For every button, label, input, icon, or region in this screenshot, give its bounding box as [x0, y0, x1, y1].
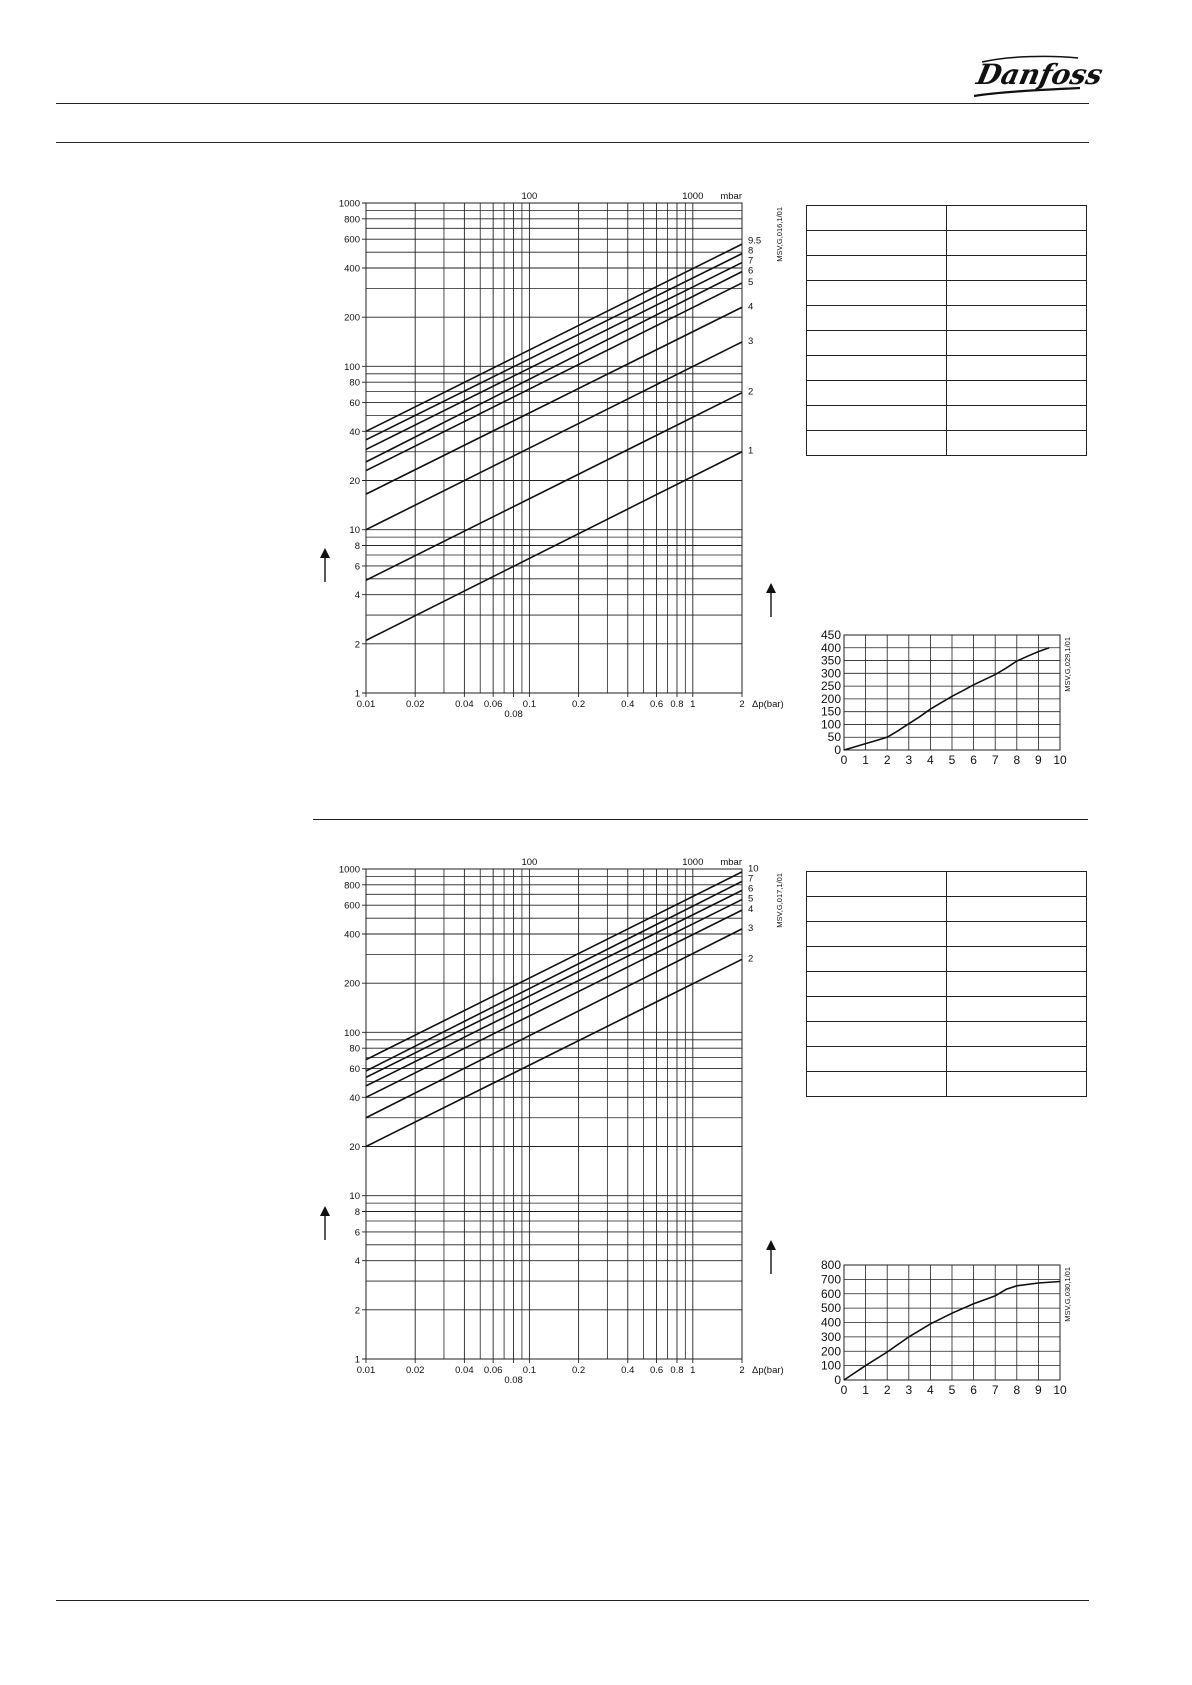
x-tick-label: 0.01 [356, 699, 376, 710]
y-tick-label: 800 [344, 880, 360, 892]
table-row [807, 972, 1087, 997]
y-tick-label: 4 [354, 590, 360, 602]
table-row [807, 947, 1087, 972]
x-tick-label: 0.04 [455, 699, 474, 710]
y-tick-label: 1000 [338, 864, 360, 876]
x-tick-label: 7 [991, 753, 999, 767]
x-tick-label: 9 [1035, 1383, 1042, 1397]
x-tick-label: 0.6 [649, 1365, 664, 1376]
header-rule-top [56, 103, 1089, 104]
y-tick-label: 6 [354, 561, 360, 573]
y-tick-label: 4 [354, 1256, 360, 1268]
x-tick-label: 0.8 [670, 1365, 684, 1376]
bottom-kv-chart [800, 1255, 1100, 1415]
x-tick-label: 1 [862, 753, 869, 767]
y-tick-label: 0 [834, 743, 841, 757]
y-tick-label: 450 [820, 628, 841, 642]
table-row [807, 1072, 1087, 1097]
series-label: 3 [748, 335, 754, 347]
kv-axis-up-arrow-icon [764, 583, 778, 617]
x-tick-label: 0.02 [405, 1365, 425, 1376]
y-tick-label: 40 [349, 426, 360, 438]
top-axis-label: 100 [521, 191, 538, 202]
x-tick-label: 0.04 [455, 1365, 474, 1376]
x-tick-label: 10 [1053, 1383, 1067, 1397]
x-tick-label: 3 [905, 1383, 913, 1397]
series-label: 9.5 [748, 235, 762, 247]
bottom-data-table [806, 871, 1087, 1097]
x-tick-label: 1 [862, 1383, 869, 1397]
series-label: 5 [748, 893, 754, 905]
header-rule-bottom [56, 142, 1089, 143]
x-axis-label: Δp(bar) [752, 1365, 784, 1376]
y-tick-label: 10 [349, 525, 360, 537]
x-tick-label: 8 [1013, 1383, 1021, 1397]
x-tick-label: 0.1 [522, 699, 537, 710]
x-tick-label: 1 [690, 699, 696, 710]
y-tick-label: 60 [349, 1064, 360, 1076]
figure-code-label: MSV,G,030,1/01 [1063, 1267, 1072, 1322]
top-axis-unit: mbar [720, 857, 742, 868]
series-label: 10 [748, 863, 759, 875]
y-tick-label: 400 [344, 929, 360, 941]
y-tick-label: 100 [344, 1027, 360, 1039]
series-label: 5 [748, 276, 754, 288]
y-tick-label: 1000 [338, 198, 360, 210]
y-tick-label: 60 [349, 398, 360, 410]
y-tick-label: 600 [344, 900, 360, 912]
y-tick-label: 50 [827, 730, 841, 745]
top-axis-label: 100 [521, 857, 538, 868]
x-tick-label: 0.2 [571, 699, 586, 710]
table-row [807, 897, 1087, 922]
top-axis-label: 1000 [682, 857, 704, 868]
x-tick-label: 2 [883, 753, 891, 767]
x-tick-label: 0.06 [483, 699, 503, 710]
y-tick-label: 20 [349, 1141, 360, 1153]
y-tick-label: 350 [820, 653, 841, 668]
y-tick-label: 400 [344, 263, 360, 275]
logo-text: Danfoss [973, 57, 1106, 91]
x-axis-label: Δp(bar) [752, 699, 784, 710]
y-tick-label: 1 [354, 1354, 360, 1366]
x-tick-label: 0 [840, 753, 848, 767]
kv-axis-up-arrow-icon [764, 1240, 778, 1274]
table-row [807, 431, 1087, 456]
x-tick-label: 2 [739, 1365, 745, 1376]
series-label: 6 [748, 265, 754, 277]
x-tick-label: 0.4 [621, 699, 635, 710]
y-tick-label: 800 [820, 1258, 841, 1272]
section-divider [313, 819, 1088, 820]
y-tick-label: 80 [349, 377, 360, 389]
series-label: 7 [748, 255, 754, 267]
y-tick-label: 100 [820, 1358, 841, 1373]
figure-code-label: MSV,G,029,1/01 [1063, 637, 1072, 692]
y-tick-label: 200 [344, 978, 360, 990]
y-tick-label: 500 [820, 1301, 841, 1316]
x-tick-label: 3 [905, 753, 913, 767]
flow-axis-up-arrow-icon [318, 1206, 332, 1240]
table-row [807, 1022, 1087, 1047]
x-tick-label: 2 [883, 1383, 891, 1397]
y-tick-label: 400 [820, 1315, 841, 1330]
y-tick-label: 200 [344, 312, 360, 324]
y-tick-label: 1 [354, 688, 360, 700]
x-tick-label: 7 [991, 1383, 999, 1397]
table-row [807, 331, 1087, 356]
figure-code-label: MSV,G,016,1/01 [775, 207, 784, 262]
y-tick-label: 0 [834, 1373, 841, 1387]
x-tick-label: 0.8 [670, 699, 684, 710]
top-axis-unit: mbar [720, 191, 742, 202]
x-tick-label: 5 [948, 753, 956, 767]
y-tick-label: 10 [349, 1191, 360, 1203]
footer-rule [56, 1600, 1089, 1601]
table-row [807, 1047, 1087, 1072]
y-tick-label: 2 [354, 1305, 360, 1317]
y-tick-label: 8 [354, 540, 360, 552]
series-label: 6 [748, 883, 754, 895]
table-row [807, 872, 1087, 897]
x-tick-label: 9 [1035, 753, 1042, 767]
x-tick-label: 4 [927, 753, 934, 767]
top-kv-chart [800, 625, 1100, 785]
table-row [807, 306, 1087, 331]
series-label: 4 [748, 904, 754, 916]
x-tick-label: 0.6 [649, 699, 664, 710]
top-flow-chart [300, 185, 790, 725]
y-tick-label: 6 [354, 1227, 360, 1239]
table-row [807, 356, 1087, 381]
x-tick-label: 0.02 [405, 699, 425, 710]
y-tick-label: 20 [349, 475, 360, 487]
y-tick-label: 300 [820, 1329, 841, 1344]
x-tick-label: 6 [970, 753, 977, 767]
table-row [807, 997, 1087, 1022]
x-tick-label: 0.01 [356, 1365, 376, 1376]
table-row [807, 206, 1087, 231]
table-row [807, 922, 1087, 947]
y-tick-label: 300 [820, 666, 841, 681]
flow-axis-up-arrow-icon [318, 548, 332, 582]
table-row [807, 281, 1087, 306]
x-tick-label: 0.2 [571, 1365, 586, 1376]
y-tick-label: 200 [820, 691, 841, 706]
top-data-table [806, 205, 1087, 456]
y-tick-label: 400 [820, 640, 841, 655]
table-row [807, 231, 1087, 256]
series-label: 3 [748, 922, 754, 934]
x-tick-label: 0.08 [504, 1375, 523, 1386]
y-tick-label: 2 [354, 639, 360, 651]
y-tick-label: 100 [344, 361, 360, 373]
x-tick-label: 2 [739, 699, 745, 710]
x-tick-label: 0.1 [522, 1365, 537, 1376]
table-row [807, 406, 1087, 431]
y-tick-label: 40 [349, 1092, 360, 1104]
y-tick-label: 600 [344, 234, 360, 246]
y-tick-label: 800 [344, 214, 360, 226]
x-tick-label: 0.4 [621, 1365, 635, 1376]
x-tick-label: 5 [948, 1383, 956, 1397]
bottom-flow-chart [300, 851, 790, 1391]
series-label: 7 [748, 873, 754, 885]
x-tick-label: 1 [690, 1365, 696, 1376]
table-row [807, 256, 1087, 281]
y-tick-label: 200 [820, 1344, 841, 1359]
series-label: 8 [748, 245, 754, 257]
y-tick-label: 600 [820, 1286, 841, 1301]
series-label: 1 [748, 445, 754, 457]
x-tick-label: 0.06 [483, 1365, 503, 1376]
figure-code-label: MSV,G,017,1/01 [775, 873, 784, 928]
x-tick-label: 10 [1053, 753, 1067, 767]
y-tick-label: 250 [820, 679, 841, 694]
series-label: 4 [748, 301, 754, 313]
y-tick-label: 150 [820, 704, 841, 719]
x-tick-label: 0.08 [504, 709, 523, 720]
x-tick-label: 6 [970, 1383, 977, 1397]
series-label: 2 [748, 953, 754, 965]
top-axis-label: 1000 [682, 191, 704, 202]
danfoss-logo [968, 52, 1106, 98]
x-tick-label: 0 [840, 1383, 848, 1397]
x-tick-label: 4 [927, 1383, 934, 1397]
table-row [807, 381, 1087, 406]
y-tick-label: 700 [820, 1272, 841, 1287]
series-label: 2 [748, 386, 754, 398]
x-tick-label: 8 [1013, 753, 1021, 767]
y-tick-label: 80 [349, 1043, 360, 1055]
y-tick-label: 8 [354, 1206, 360, 1218]
y-tick-label: 100 [820, 717, 841, 732]
